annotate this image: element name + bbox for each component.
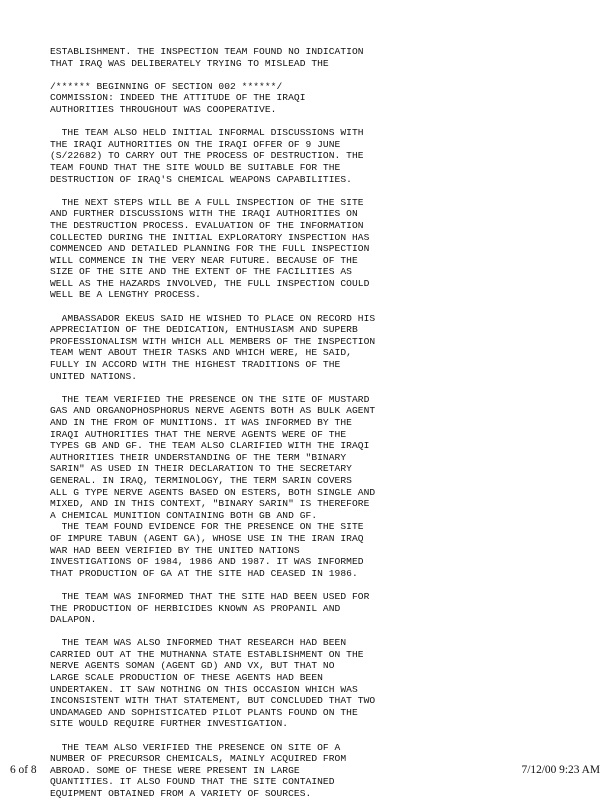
- text-line: THE TEAM FOUND EVIDENCE FOR THE PRESENCE ON THE SITE: [50, 521, 364, 533]
- text-line: ESTABLISHMENT. THE INSPECTION TEAM FOUND NO INDICATION: [50, 46, 364, 57]
- text-line: TEAM WENT ABOUT THEIR TASKS AND WHICH WERE, HE SAID,: [50, 347, 352, 359]
- document-body: [50, 46, 590, 811]
- text-line: ALL G TYPE NERVE AGENTS BASED ON ESTERS, BOTH SINGLE AND: [50, 486, 376, 498]
- text-line: OF IMPURE TABUN (AGENT GA), WHOSE USE IN THE IRAN IRAQ: [50, 532, 364, 544]
- text-line: COMMISSION: INDEED THE ATTITUDE OF THE IRAQI: [50, 92, 306, 104]
- text-line: AMBASSADOR EKEUS SAID HE WISHED TO PLACE ON RECORD HIS: [50, 312, 376, 324]
- text-line: WILL COMMENCE IN THE VERY NEAR FUTURE. BECAUSE OF THE: [50, 254, 358, 266]
- page-number: 6 of 8: [10, 764, 37, 776]
- text-line: AND FURTHER DISCUSSIONS WITH THE IRAQI AUTHORITIES ON: [50, 208, 358, 220]
- text-line: INCONSISTENT WITH THAT STATEMENT, BUT CONCLUDED THAT TWO: [50, 695, 376, 707]
- text-line: MIXED, AND IN THIS CONTEXT, "BINARY SARIN" IS THEREFORE: [50, 498, 370, 510]
- text-line: SIZE OF THE SITE AND THE EXTENT OF THE FACILITIES AS: [50, 266, 352, 278]
- text-line: THAT IRAQ WAS DELIBERATELY TRYING TO MISLEAD THE: [50, 57, 329, 69]
- text-line: THE TEAM WAS ALSO INFORMED THAT RESEARCH HAD BEEN: [50, 637, 347, 649]
- text-line: AND IN THE FROM OF MUNITIONS. IT WAS INFORMED BY THE: [50, 417, 352, 428]
- text-line: A CHEMICAL MUNITION CONTAINING BOTH GB AND GF.: [50, 509, 318, 521]
- text-line: AUTHORITIES THEIR UNDERSTANDING OF THE TERM "BINARY: [50, 451, 347, 463]
- text-line: GAS AND ORGANOPHOSPHORUS NERVE AGENTS BOTH AS BULK AGENT: [50, 405, 376, 417]
- paragraph: [50, 521, 590, 579]
- text-line: AUTHORITIES THROUGHOUT WAS COOPERATIVE.: [50, 103, 277, 115]
- text-line: TYPES GB AND GF. THE TEAM ALSO CLARIFIED WITH THE IRAQI: [50, 440, 370, 452]
- text-line: UNDAMAGED AND SOPHISTICATED PILOT PLANTS FOUND ON THE: [50, 706, 358, 718]
- text-line: NUMBER OF PRECURSOR CHEMICALS, MAINLY ACQUIRED FROM: [50, 753, 347, 765]
- text-line: THE TEAM ALSO VERIFIED THE PRESENCE ON SITE OF A: [50, 741, 341, 753]
- text-line: UNDERTAKEN. IT SAW NOTHING ON THIS OCCASION WHICH WAS: [50, 683, 358, 695]
- paragraph: [50, 591, 590, 626]
- paragraph: [50, 81, 590, 116]
- text-line: COLLECTED DURING THE INITIAL EXPLORATORY INSPECTION HAS: [50, 231, 370, 243]
- text-line: THE PRODUCTION OF HERBICIDES KNOWN AS PROPANIL AND: [50, 602, 341, 614]
- text-line: THE IRAQI AUTHORITIES ON THE IRAQI OFFER OF 9 JUNE: [50, 138, 341, 150]
- paragraph: [50, 127, 590, 185]
- paragraph: [50, 742, 590, 800]
- text-line: LARGE SCALE PRODUCTION OF THESE AGENTS HAD BEEN: [50, 672, 323, 684]
- text-line: PROFESSIONALISM WITH WHICH ALL MEMBERS OF THE INSPECTION: [50, 335, 376, 347]
- text-line: THE TEAM ALSO HELD INITIAL INFORMAL DISCUSSIONS WITH: [50, 127, 364, 139]
- text-line: INVESTIGATIONS OF 1984, 1986 AND 1987. IT WAS INFORMED: [50, 556, 364, 568]
- text-line: WELL BE A LENGTHY PROCESS.: [50, 289, 201, 301]
- text-line: THE TEAM VERIFIED THE PRESENCE ON THE SITE OF MUSTARD: [50, 393, 370, 405]
- text-line: (S/22682) TO CARRY OUT THE PROCESS OF DESTRUCTION. THE: [50, 150, 364, 162]
- text-line: FULLY IN ACCORD WITH THE HIGHEST TRADITIONS OF THE: [50, 359, 341, 371]
- text-line: APPRECIATION OF THE DEDICATION, ENTHUSIASM AND SUPERB: [50, 324, 358, 336]
- text-line: WAR HAD BEEN VERIFIED BY THE UNITED NATIONS: [50, 544, 300, 556]
- text-line: WELL AS THE HAZARDS INVOLVED, THE FULL INSPECTION COULD: [50, 277, 370, 289]
- text-line: CARRIED OUT AT THE MUTHANNA STATE ESTABLISHMENT ON THE: [50, 648, 364, 660]
- paragraph: [50, 197, 590, 301]
- text-line: ABROAD. SOME OF THESE WERE PRESENT IN LARGE: [50, 764, 300, 776]
- text-line: EQUIPMENT OBTAINED FROM A VARIETY OF SOURCES.: [50, 788, 312, 799]
- text-line: THAT PRODUCTION OF GA AT THE SITE HAD CEASED IN 1986.: [50, 567, 358, 579]
- text-line: THE TEAM WAS INFORMED THAT THE SITE HAD BEEN USED FOR: [50, 590, 370, 602]
- text-line: COMMENCED AND DETAILED PLANNING FOR THE FULL INSPECTION: [50, 243, 370, 255]
- text-line: NERVE AGENTS SOMAN (AGENT GD) AND VX, BUT THAT NO: [50, 660, 335, 672]
- paragraph: [50, 394, 590, 522]
- text-line: TEAM FOUND THAT THE SITE WOULD BE SUITABLE FOR THE: [50, 161, 341, 173]
- text-line: SITE WOULD REQUIRE FURTHER INVESTIGATION.: [50, 718, 289, 730]
- text-line: DALAPON.: [50, 614, 97, 626]
- text-line: GENERAL. IN IRAQ, TERMINOLOGY, THE TERM SARIN COVERS: [50, 474, 352, 486]
- text-line: IRAQI AUTHORITIES THAT THE NERVE AGENTS WERE OF THE: [50, 428, 347, 440]
- text-line: /****** BEGINNING OF SECTION 002 ******/: [50, 80, 283, 92]
- text-line: THE DESTRUCTION PROCESS. EVALUATION OF THE INFORMATION: [50, 219, 364, 231]
- paragraph: [50, 637, 590, 730]
- text-line: UNITED NATIONS.: [50, 370, 138, 382]
- paragraph: [50, 46, 590, 69]
- text-line: DESTRUCTION OF IRAQ'S CHEMICAL WEAPONS CAPABILITIES.: [50, 173, 352, 185]
- text-line: SARIN" AS USED IN THEIR DECLARATION TO THE SECRETARY: [50, 463, 352, 475]
- text-line: QUANTITIES. IT ALSO FOUND THAT THE SITE CONTAINED: [50, 776, 335, 788]
- paragraph: [50, 313, 590, 383]
- print-datetime: 7/12/00 9:23 AM: [521, 764, 600, 776]
- text-line: THE NEXT STEPS WILL BE A FULL INSPECTION OF THE SITE: [50, 196, 364, 208]
